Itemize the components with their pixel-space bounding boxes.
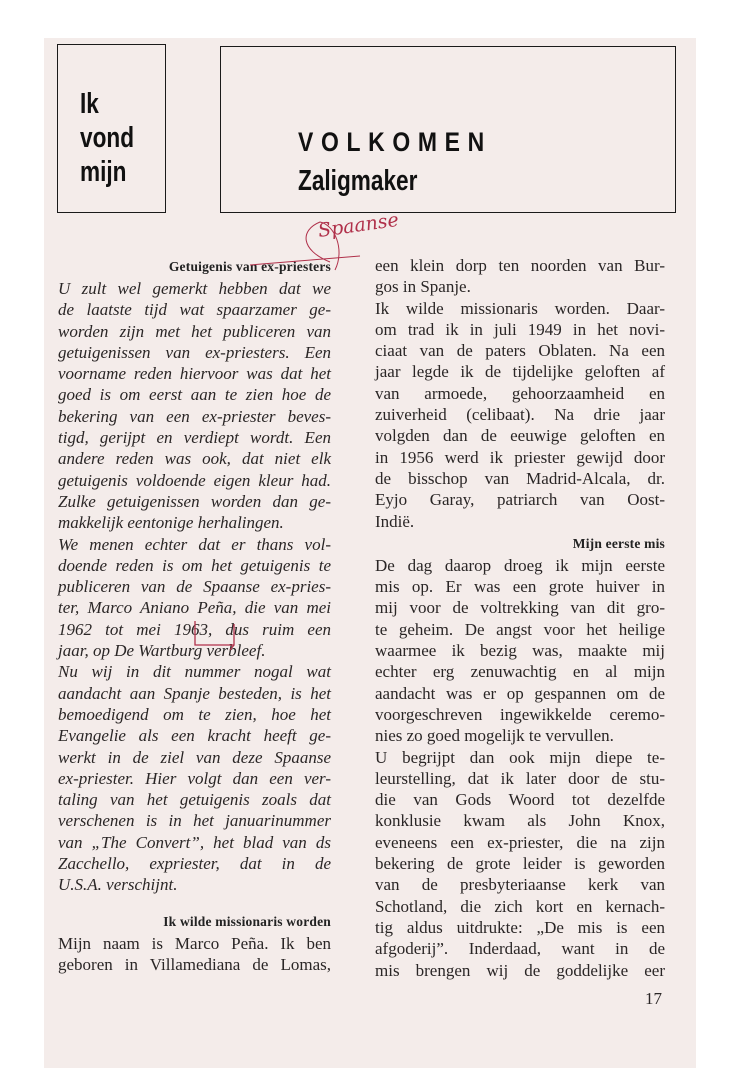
text-line: aandacht was er op gespannen om de [375,683,665,703]
text-line: gos in Spanje. [375,277,471,297]
text-line: Evangelie als een kracht heeft ge- [58,726,331,746]
text-line: makkelijk eentonige herhalingen. [58,513,284,533]
text-line: jaar legde ik de tijdelijke geloften af [375,362,665,382]
text-line: goed is om eerst aan te zien hoe de [58,385,331,405]
paragraph [58,661,331,895]
text-line: geboren in Villamediana de Lomas, [58,954,331,974]
text-line: te geheim. De angst voor het heilige [375,619,665,639]
article-title: VOLKOMEN [298,127,492,157]
text-line: jaar, op De Wartburg verbleef. [58,641,266,661]
spacer [58,896,331,910]
text-line: U begrijpt dan ook mijn diepe te- [375,747,665,767]
text-line: ciaat van de paters Oblaten. Na een [375,341,665,361]
text-line: voorgeschreven ingewikkelde ceremo- [375,704,665,724]
text-line: getuigenis voldoende eigen kleur had. [58,470,331,490]
text-line: voorname reden hiervoor was dat het [58,364,331,384]
text-line: bekering de grote leider is geworden [375,854,665,874]
text-line: afgoderij”. Inderdaad, want in de [375,939,665,959]
article-subtitle: Zaligmaker [298,165,418,197]
text-line: Zacchello, expriester, dat in de [58,854,331,874]
text-line: Ik wilde missionaris worden. Daar- [375,298,665,318]
paragraph [58,534,331,662]
right-column [375,255,665,981]
text-line: werkt in de ziel van deze Spaanse [58,747,331,767]
text-line: bemoedigend om te zien, hoe het [58,704,331,724]
text-line: ex-priester. Hier volgt dan een ver- [58,768,331,788]
kicker-text [80,87,134,189]
kicker-line: vond [80,122,135,154]
text-line: Zulke getuigenissen worden dan ge- [58,491,331,511]
paragraph [375,255,665,298]
text-line: aandacht aan Spanje besteden, is het [58,683,331,703]
text-line: andere reden was ook, dat niet elk [58,449,331,469]
text-line: nies zo goed mogelijk te vervullen. [375,726,614,746]
paragraph [375,298,665,532]
text-line: volgden dan de eeuwige geloften en [375,426,665,446]
text-line: taling van het getuigenis zoals dat [58,790,331,810]
text-line: om trad ik in juli 1949 in het novi- [375,319,665,339]
text-line: ter, Marco Aniano Peña, die van mei [58,598,331,618]
text-line: mis brengen wij de goddelijke eer [375,960,665,980]
handwritten-note: Spaanse [316,208,401,242]
text-line: zuiverheid (celibaat). Na drie jaar [375,405,665,425]
text-line: een klein dorp ten noorden van Bur- [375,256,665,275]
title-box [220,46,676,213]
text-line: echter erg zenuwachtig en al mijn [375,662,665,682]
text-line: U.S.A. verschijnt. [58,875,178,895]
text-line: publiceren van de Spaanse ex-pries- [58,577,331,597]
paragraph [375,555,665,747]
text-line: verschenen is in het januarinummer [58,811,331,831]
kicker-box [57,44,166,213]
text-line: tig aldus uitdrukte: „De mis is een [375,917,665,937]
text-line: waarmee ik bezig was, maakte mij [375,641,665,661]
text-line: de bisschop van Madrid-Alcala, dr. [375,468,665,488]
text-line: van de presbyteriaanse kerk van [375,875,665,895]
section-heading: Mijn eerste mis [572,535,665,551]
text-line: die van Gods Woord tot dezelfde [375,790,665,810]
text-line: worden zijn met het publiceren van [58,321,331,341]
text-line: Mijn naam is Marco Peña. Ik ben [58,933,331,953]
text-line: tigd, gerijpt en verdiept wordt. Een [58,428,331,448]
text-line: Indië. [375,511,415,531]
paragraph [58,278,331,534]
text-line: De dag daarop droeg ik mijn eerste [375,555,665,575]
text-line: mij voor de voltrekking van dit gro- [375,598,665,618]
paragraph [375,747,665,981]
section-heading: Ik wilde missionaris worden [163,913,331,929]
text-line: leurstelling, dat ik later door de stu- [375,768,665,788]
text-line: U zult wel gemerkt hebben dat we [58,279,331,298]
kicker-line: Ik [80,88,99,120]
kicker-line: mijn [80,156,127,188]
section-heading: Getuigenis van ex-priesters [168,259,331,274]
text-line: We menen echter dat er thans vol- [58,534,331,554]
text-line: Schotland, die zich kort en kernach- [375,896,665,916]
text-line: eveneens een ex-priester, die na zijn [375,832,665,852]
text-line: bekering van een ex-priester beves- [58,406,331,426]
text-line: konklusie kwam als John Knox, [375,811,665,831]
paragraph [58,933,331,976]
page-number: 17 [645,989,662,1008]
left-column [58,255,331,975]
text-line: Nu wij in dit nummer nogal wat [58,662,331,682]
text-line: 1962 tot mei 1963, dus ruim een [58,619,331,639]
text-line: van armoede, gehoorzaamheid en [375,383,665,403]
text-line: van „The Convert”, het blad van ds [58,832,331,852]
text-line: in 1956 werd ik priester gewijd door [375,447,665,467]
text-line: de laatste tijd wat spaarzamer ge- [58,300,331,320]
text-line: Eyjo Garay, patriarch van Oost- [375,490,665,510]
text-line: getuigenissen van ex-priesters. Een [58,342,331,362]
text-line: mis op. Er was een grote huiver in [375,577,665,597]
text-line: doende reden is om het getuigenis te [58,555,331,575]
